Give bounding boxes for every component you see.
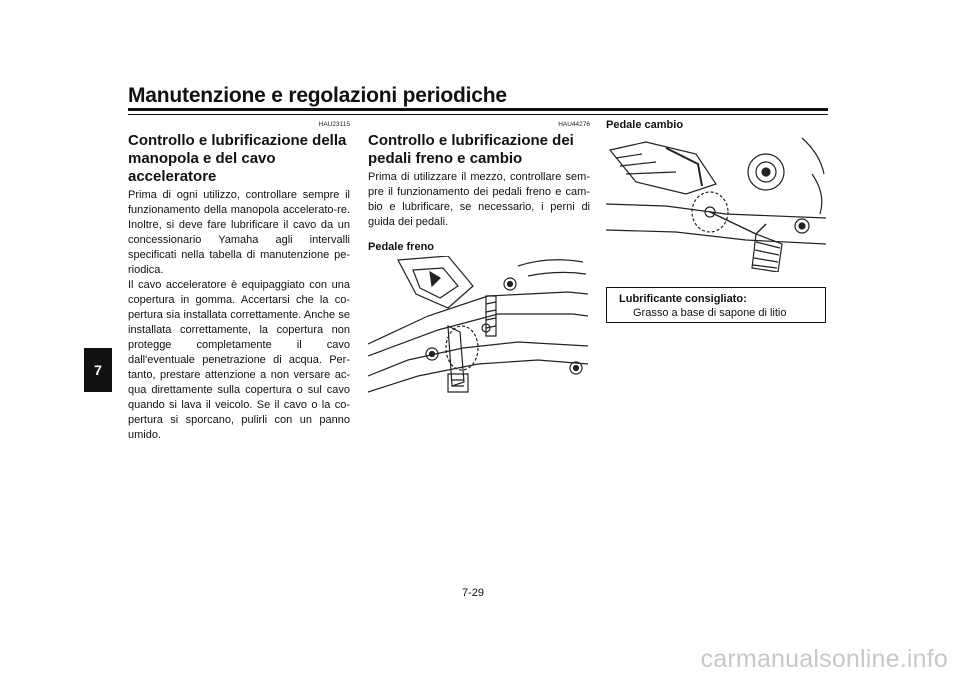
paragraph: Prima di ogni utilizzo, controllare sempre il funzionamento della manopola accelerato-re. Inoltre, si deve fare lubrificare il cavo da un concessionario Yamaha agli intervalli specificati nella tabella di manutenzione pe-riodica. bbox=[128, 189, 350, 276]
header-rule-thin bbox=[128, 114, 828, 115]
chapter-tab[interactable]: 7 bbox=[84, 348, 112, 392]
watermark: carmanualsonline.info bbox=[700, 645, 948, 673]
section-code: HAU23115 bbox=[318, 121, 350, 128]
page-number: 7-29 bbox=[462, 587, 485, 599]
brake-pedal-illustration bbox=[368, 256, 590, 398]
lubricant-value: Grasso a base di sapone di litio bbox=[633, 307, 787, 319]
brake-pedal-label: Pedale freno bbox=[368, 241, 435, 253]
column-left bbox=[128, 120, 350, 443]
paragraph: Il cavo acceleratore è equipaggiato con una copertura in gomma. Accertarsi che la co-pertura sia installata correttamente. Anche se installata correttamente, la copertura non protegge completamente il cavo dall'eventuale penetrazione di acqua. Per-tanto, prestare attenzione a non versare ac-qua direttamente sulla copertura o sul cavo quando si lava il veicolo. Se il cavo o la co-pertura si sporcano, pulirli con un panno umido. bbox=[128, 279, 350, 441]
paragraph: Prima di utilizzare il mezzo, controllare sem-pre il funzionamento dei pedali freno e cam-bio e lubrificare, se necessario, i perni di guida dei pedali. bbox=[368, 171, 590, 228]
section-code: HAU44276 bbox=[558, 121, 590, 128]
lubricant-title: Lubrificante consigliato: bbox=[619, 293, 747, 305]
column-right bbox=[606, 118, 828, 272]
shift-pedal-illustration bbox=[606, 134, 828, 272]
shift-pedal-label: Pedale cambio bbox=[606, 119, 684, 131]
section-heading-pedals: Controllo e lubrificazione dei pedali freno e cambio bbox=[368, 132, 574, 167]
column-middle bbox=[368, 120, 590, 398]
lubricant-box bbox=[606, 287, 826, 323]
page-title: Manutenzione e regolazioni periodiche bbox=[128, 84, 507, 107]
header-rule bbox=[128, 108, 828, 111]
section-heading-throttle: Controllo e lubrificazione della manopola e del cavo acceleratore bbox=[128, 132, 347, 185]
